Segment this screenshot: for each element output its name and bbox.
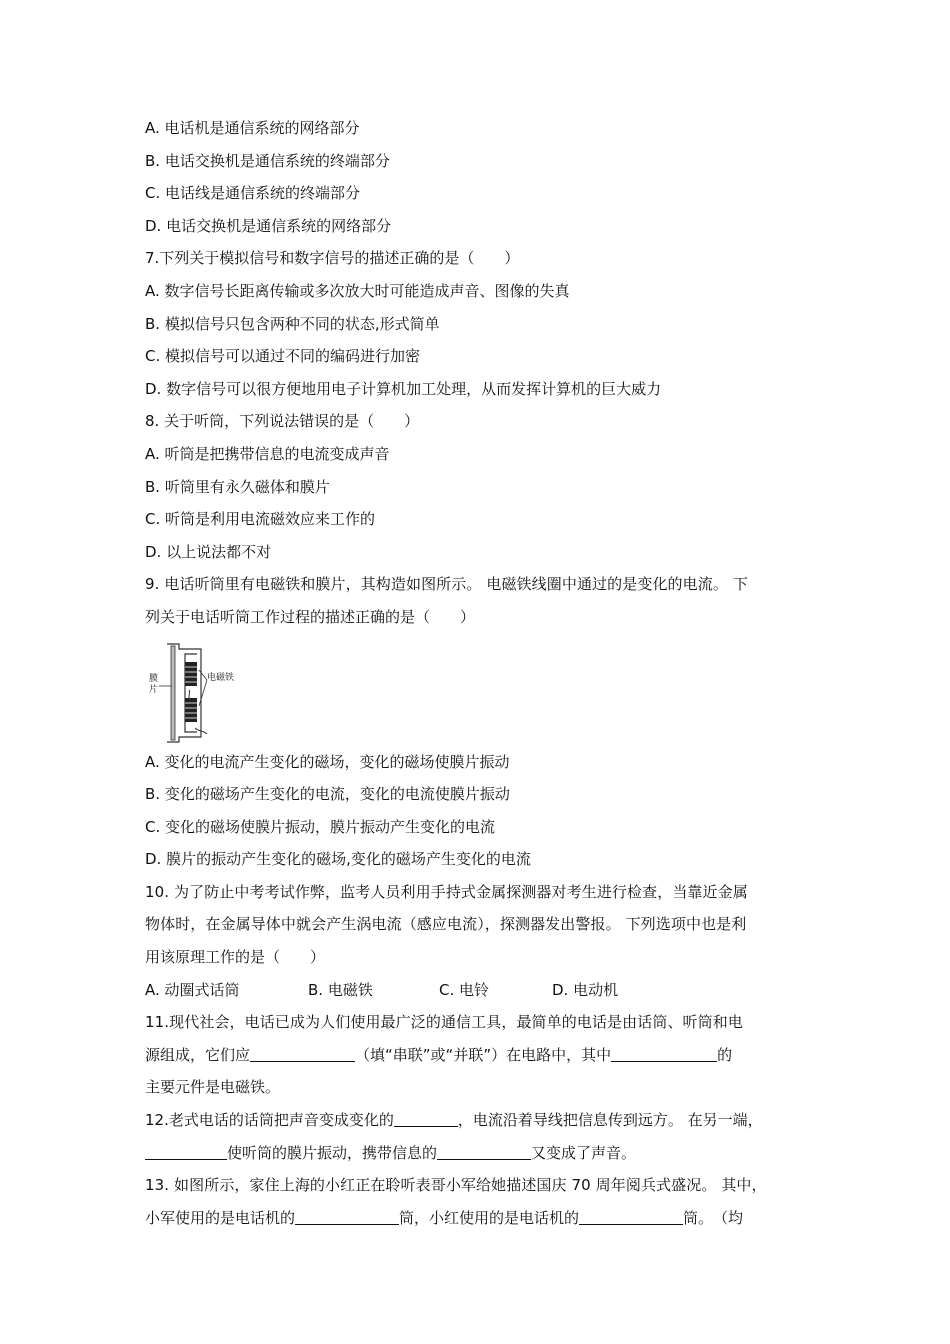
- q10-options: [145, 974, 810, 1007]
- q12-text-d: 又变成了声音。: [531, 1143, 637, 1162]
- q12-blank-3[interactable]: [437, 1141, 531, 1160]
- q6-option-b: B. 电话交换机是通信系统的终端部分: [145, 151, 390, 170]
- magnet-pointer-lower: [199, 680, 207, 706]
- q11-blank-1[interactable]: [250, 1043, 355, 1062]
- q13-text-a: 小军使用的是电话机的: [145, 1208, 296, 1227]
- q10-option-c: C. 电铃: [439, 980, 490, 999]
- q10-option-d: D. 电动机: [552, 980, 619, 999]
- q11-line1: 11.现代社会，电话已成为人们使用最广泛的通信工具，最简单的电话是由话筒、听筒和电: [145, 1013, 743, 1032]
- q9-option-a: A. 变化的电流产生变化的磁场，变化的磁场使膜片振动: [145, 752, 510, 771]
- magnet-pointer-upper: [199, 670, 207, 680]
- earpiece-diagram: [145, 634, 810, 746]
- earpiece-diagram-drawing: [145, 640, 265, 745]
- q6-option-d: D. 电话交换机是通信系统的网络部分: [145, 216, 392, 235]
- q9-stem-line2: 列关于电话听筒工作过程的描述正确的是（ ）: [145, 607, 476, 626]
- q12-line2: [145, 1137, 810, 1170]
- lower-coil: [185, 698, 197, 722]
- q7-stem: 7.下列关于模拟信号和数字信号的描述正确的是（ ）: [145, 249, 520, 268]
- q6-option-c: C. 电话线是通信系统的终端部分: [145, 184, 361, 203]
- q12-blank-1[interactable]: [394, 1108, 458, 1127]
- q8-option-d: D. 以上说法都不对: [145, 542, 272, 561]
- membrane-plate: [171, 646, 175, 740]
- q9-option-c: C. 变化的磁场使膜片振动，膜片振动产生变化的电流: [145, 817, 496, 836]
- membrane-label-char2: 片: [149, 684, 159, 695]
- electromagnet-label: 电磁铁: [207, 672, 235, 683]
- q7-option-b: B. 模拟信号只包含两种不同的状态,形式简单: [145, 314, 440, 333]
- q8-option-a: A. 听筒是把携带信息的电流变成声音: [145, 444, 390, 463]
- q11-text-a: 源组成，它们应: [145, 1045, 251, 1064]
- q13-line2: [145, 1202, 810, 1235]
- q9-option-d: D. 膜片的振动产生变化的磁场,变化的磁场产生变化的电流: [145, 850, 531, 869]
- q12-text-a: 12.老式电话的话筒把声音变成变化的: [145, 1111, 394, 1130]
- q9-stem-line1: 9. 电话听筒里有电磁铁和膜片，其构造如图所示。 电磁铁线圈中通过的是变化的电流。 下: [145, 575, 748, 594]
- q11-line2: [145, 1039, 810, 1072]
- membrane-label: [149, 674, 158, 696]
- upper-coil: [185, 662, 197, 686]
- q8-stem: 8. 关于听筒，下列说法错误的是（ ）: [145, 412, 420, 431]
- q11-text-c: 的: [717, 1045, 733, 1064]
- q13-text-c: 筒。 （均: [683, 1208, 744, 1227]
- q10-option-a: A. 动圈式话筒: [145, 980, 240, 999]
- q12-text-c: 使听筒的膜片振动，携带信息的: [227, 1143, 438, 1162]
- q12-blank-2[interactable]: [145, 1141, 227, 1160]
- q12-text-b: ，电流沿着导线把信息传到远方。 在另一端，: [457, 1111, 763, 1130]
- q7-option-a: A. 数字信号长距离传输或多次放大时可能造成声音、图像的失真: [145, 281, 570, 300]
- q11-line3: 主要元件是电磁铁。: [145, 1078, 281, 1097]
- q13-text-b: 筒，小红使用的是电话机的: [399, 1208, 580, 1227]
- q11-text-b: （填“串联”或“并联”）在电路中，其中: [355, 1045, 612, 1064]
- q8-option-c: C. 听筒是利用电流磁效应来工作的: [145, 510, 376, 529]
- q8-option-b: B. 听筒里有永久磁体和膜片: [145, 477, 330, 496]
- q10-line3: 用该原理工作的是（ ）: [145, 948, 326, 967]
- q12-line1: [145, 1104, 810, 1137]
- q7-option-d: D. 数字信号可以很方便地用电子计算机加工处理，从而发挥计算机的巨大威力: [145, 379, 662, 398]
- membrane-label-char1: 膜: [149, 673, 159, 684]
- q9-option-b: B. 变化的磁场产生变化的电流，变化的电流使膜片振动: [145, 785, 510, 804]
- q10-line1: 10. 为了防止中考考试作弊，监考人员利用手持式金属探测器对考生进行检查，当靠近金属: [145, 882, 748, 901]
- q6-option-a: A. 电话机是通信系统的网络部分: [145, 119, 360, 137]
- q13-line1: 13. 如图所示，家住上海的小红正在聆听表哥小军给她描述国庆 70 周年阅兵式盛况。 其中，: [145, 1176, 767, 1195]
- q11-blank-2[interactable]: [611, 1043, 717, 1062]
- q10-line2: 物体时，在金属导体中就会产生涡电流（感应电流），探测器发出警报。 下列选项中也是利: [145, 915, 747, 934]
- worksheet-page: [145, 112, 810, 1234]
- q10-option-b: B. 电磁铁: [308, 980, 373, 999]
- q7-option-c: C. 模拟信号可以通过不同的编码进行加密: [145, 347, 421, 366]
- q13-blank-1[interactable]: [295, 1206, 399, 1225]
- q13-blank-2[interactable]: [579, 1206, 683, 1225]
